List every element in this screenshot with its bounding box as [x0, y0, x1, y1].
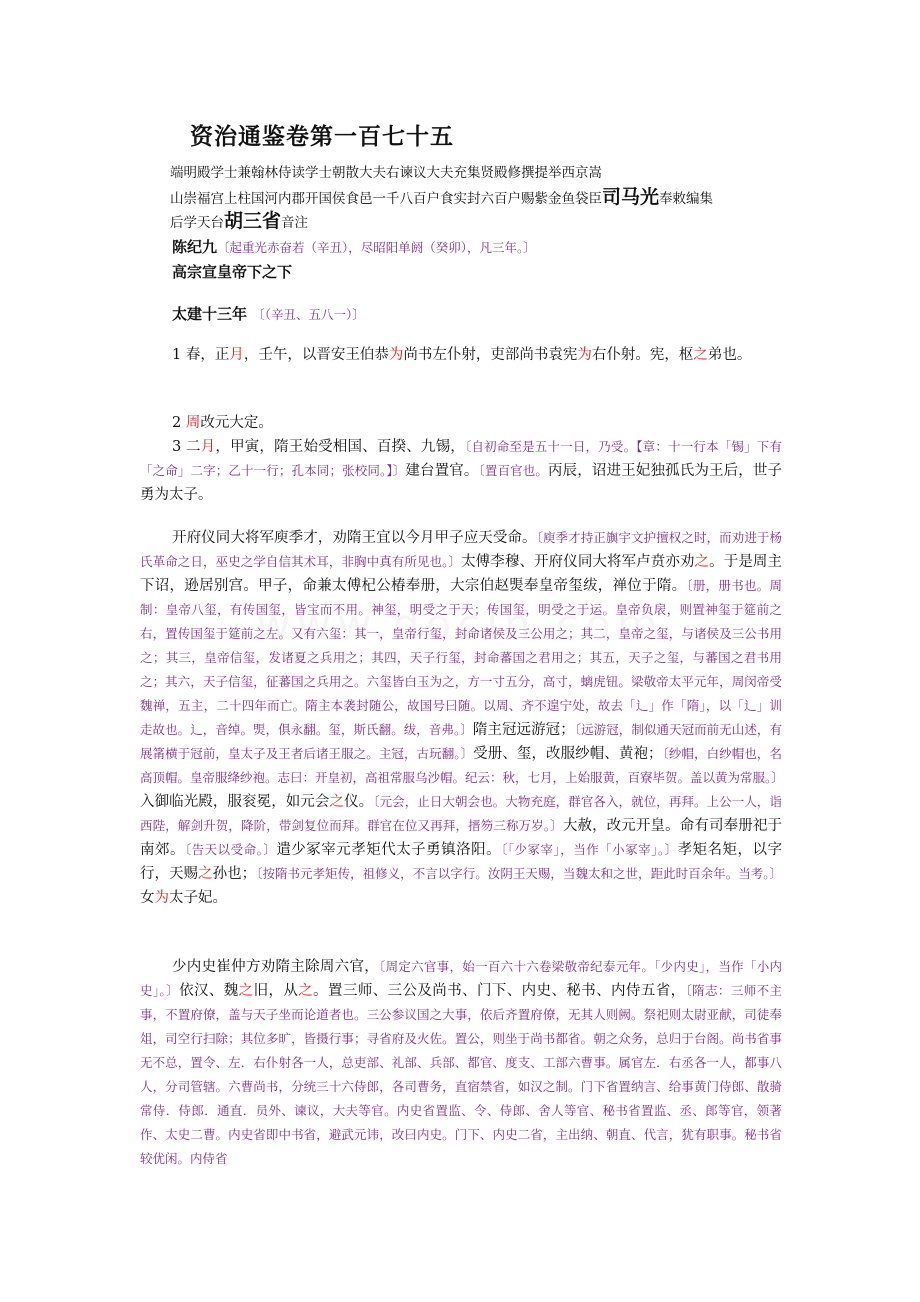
- text: 仪。: [344, 794, 374, 810]
- annotation: 〔元会，止日大朝会也。大物充庭，群官各入，就位，再拜。上公一人，诣西陛，解剑升贺，降阶，带剑复位而拜。群官在位又再拜，搢笏三称万岁。〕: [140, 794, 782, 833]
- chapter-note: 〔起重光赤奋若（辛丑），尽昭阳单阏（癸卯），凡三年。〕: [217, 240, 536, 255]
- text: 。置三师、三公及尚书、门下、内史、秘书、内侍五省，: [313, 983, 686, 999]
- annotation: 〔远游冠，制似通天冠而前无山述，有展筩横于冠前，皇太子及王者后诸王服之。主冠，古玩翻。〕: [140, 722, 782, 761]
- text: 改元大定。: [200, 415, 273, 431]
- text: 丙辰，诏进王妃独孤氏为王后，世子勇为太子。: [140, 463, 782, 503]
- text: 太子妃。: [169, 890, 227, 906]
- byline-line-2: [170, 186, 713, 210]
- text: 隋主冠远游冠；: [472, 722, 575, 738]
- annotation: 〔纱帽，白纱帽也，名高顶帽。皇帝服绛纱袍。志曰：开皇初，高祖常服乌沙帽。纪云：秋，七月，上始服黄，百寮毕贺。盖以黄为常服。〕: [140, 746, 784, 785]
- paragraph-4: [140, 526, 782, 910]
- highlight: 为: [154, 890, 169, 906]
- text: 右仆射。宪，枢: [591, 347, 694, 363]
- byline-line-1: [170, 162, 602, 184]
- annotation: 〔「少冢宰」，当作「小冢宰」。〕: [501, 842, 678, 857]
- text: 建台置官。: [405, 463, 479, 479]
- text: 少内史崔仲方劝隋主除周六官，: [172, 959, 380, 975]
- byline-text: 后学天台: [170, 215, 224, 231]
- text: 受册、玺，改服纱帽、黄袍；: [473, 746, 663, 762]
- annotation: 〔置百官也。: [478, 463, 549, 478]
- paragraph-1: [140, 343, 782, 367]
- text: 大赦，改元开皇。命有司奉册祀于南郊。: [140, 818, 782, 858]
- byline-text: 音注: [281, 215, 309, 231]
- year-note: 〔（辛丑、五八一）〕: [252, 307, 365, 322]
- text: 女: [140, 890, 155, 906]
- highlight: 月: [200, 439, 216, 455]
- text: ，壬午，以晋安王伯恭: [243, 347, 389, 363]
- text: 。于是周主下诏，逊居别宫。甲子，命兼太傅杞公椿奉册，大宗伯赵煚奉皇帝玺绂，禅位于隋。: [140, 554, 783, 594]
- author-name: 司马光: [602, 186, 660, 208]
- highlight: 之: [693, 347, 708, 363]
- text: 弟也。: [707, 347, 752, 363]
- text: 依汉、魏: [179, 983, 239, 999]
- paragraph-3: [140, 435, 782, 507]
- annotation: 〔告天以受命。〕: [184, 842, 277, 857]
- annotation: 〔册，册书也。周制：皇帝八玺，有传国玺，皆宝而不用。神玺，明受之于天；传国玺，明受之于运。皇帝负扆，则置神玺于筵前之右，置传国玺于筵前之左。又有六玺：其一，皇帝行玺，封命诸侯及三公用之；其二，皇帝之玺，与诸侯及三公书用之；其三，皇帝信玺，发诸夏之兵用之；其四，天子行玺，封命蕃国之君用之；其五，天子之玺，与蕃国之君书用之；其六，天子信玺，征蕃国之兵用之。六玺皆白玉为之，方一寸五分，高寸，螭虎钮。梁敬帝太平元年，周闵帝受魏禅，五主，二十四年而亡。隋主本袭封随公，故国号曰随。以周、齐不遑宁处，故去「辶」作「隋」，以「辶」训走故也。辶，音绰。煚，俱永翻。玺，斯氏翻。绂，音弗。〕: [140, 578, 782, 737]
- highlight: 之: [694, 554, 710, 570]
- highlight: 之: [329, 794, 345, 810]
- annotation: 〔庾季才持正旟宇文护擅权之时，而劝进于杨氏革命之日，巫史之学自信其术耳，非胸中真有所见也。〕: [140, 530, 782, 569]
- highlight: 周: [185, 415, 201, 431]
- text: 入御临光殿，服衮冕，如元会: [140, 794, 330, 810]
- annotator-name: 胡三省: [224, 210, 282, 232]
- highlight: 为: [577, 347, 592, 363]
- annotation: 〔按隋书元孝矩传，祖修义，不言以字行。汝阴王天赐，当魏太和之世，距此时百余年。当考。〕: [256, 866, 783, 881]
- highlight: 之: [238, 983, 254, 999]
- byline-text: 山崇福宫上柱国河内郡开国侯食邑一千八百户食实封六百户赐紫金鱼袋臣: [170, 191, 602, 207]
- highlight: 月: [229, 347, 244, 363]
- text: 太傅李穆、开府仪同大将军卢贲亦劝: [461, 554, 695, 570]
- byline-text: 奉敕编集: [659, 191, 714, 207]
- emperor-heading: 高宗宣皇帝下之下: [172, 263, 293, 281]
- paragraph-2: [140, 411, 782, 435]
- byline-line-3: [170, 210, 308, 234]
- chapter-title: 陈纪九: [172, 238, 218, 256]
- paragraph-5: [140, 955, 782, 1171]
- document-title: 资治通鉴卷第一百七十五: [190, 124, 454, 150]
- byline-text: 端明殿学士兼翰林侍读学士朝散大夫右谏议大夫充集贤殿修撰提举西京嵩: [170, 165, 602, 181]
- text: 孝矩名矩，以字行，天赐: [140, 842, 782, 882]
- annotation: 〔周定六官事，始一百六十六卷梁敬帝纪泰元年。「少内史」，当作「小内史」。〕: [140, 959, 782, 998]
- text: 3 二: [172, 439, 201, 455]
- highlight: 之: [198, 866, 213, 882]
- year-title: 太建十三年: [172, 305, 248, 323]
- text: 旧，从: [253, 983, 299, 999]
- year-heading: [172, 303, 365, 324]
- text: 尚书左仆射，吏部尚书袁宪: [403, 347, 578, 363]
- text: 开府仪同大将军庾季才，劝隋王宜以今月甲子应天受命。: [172, 530, 537, 546]
- annotation: 〔隋志：三师不主事，不置府僚，盖与天子坐而论道者也。三公参议国之大事，依后齐置府僚，无其人则阙。祭祀则太尉亚献，司徒奉俎，司空行扫除；其位多旷，皆摄行事；寻省府及火佐。置公，则坐于尚书都省。朝之众务，总归于台阁。尚书省事无不总，置令、左．右仆射各一人，总吏部、礼部、兵部、都官、度支、工部六曹事。属官左．右丞各一人，都事八人，分司管辖。六曹尚书，分统三十六侍郎，各司曹务，直宿禁省，如汉之制。门下省置纳言、给事黄门侍郎、散骑常侍．侍郎．通直．员外、谏议，大夫等官。内史省置监、令、侍郎、舍人等官、秘书省置监、丞、郎等官，领著作、太史二曹。内史省即中书省，避武元讳，改曰内史。门下、内史二省，主出纳、朝直、代言，犹有职事。秘书省较优闲。内侍省: [140, 983, 783, 1166]
- annotation: 〔自初命至是五十一日，乃受。【章：十一行本「锡」下有「之命」二字；乙十一行；孔本同；张校同。】〕: [140, 439, 782, 478]
- highlight: 之: [298, 983, 314, 999]
- text: 遣少冢宰元孝矩代太子勇镇洛阳。: [276, 842, 502, 858]
- text: 孙也；: [212, 866, 257, 882]
- text: ，甲寅，隋王始受相国、百揆、九锡，: [215, 439, 465, 455]
- highlight: 为: [388, 347, 404, 363]
- chapter-heading: [172, 236, 536, 257]
- text: 2: [172, 415, 186, 431]
- text: 1 春，正: [172, 347, 230, 363]
